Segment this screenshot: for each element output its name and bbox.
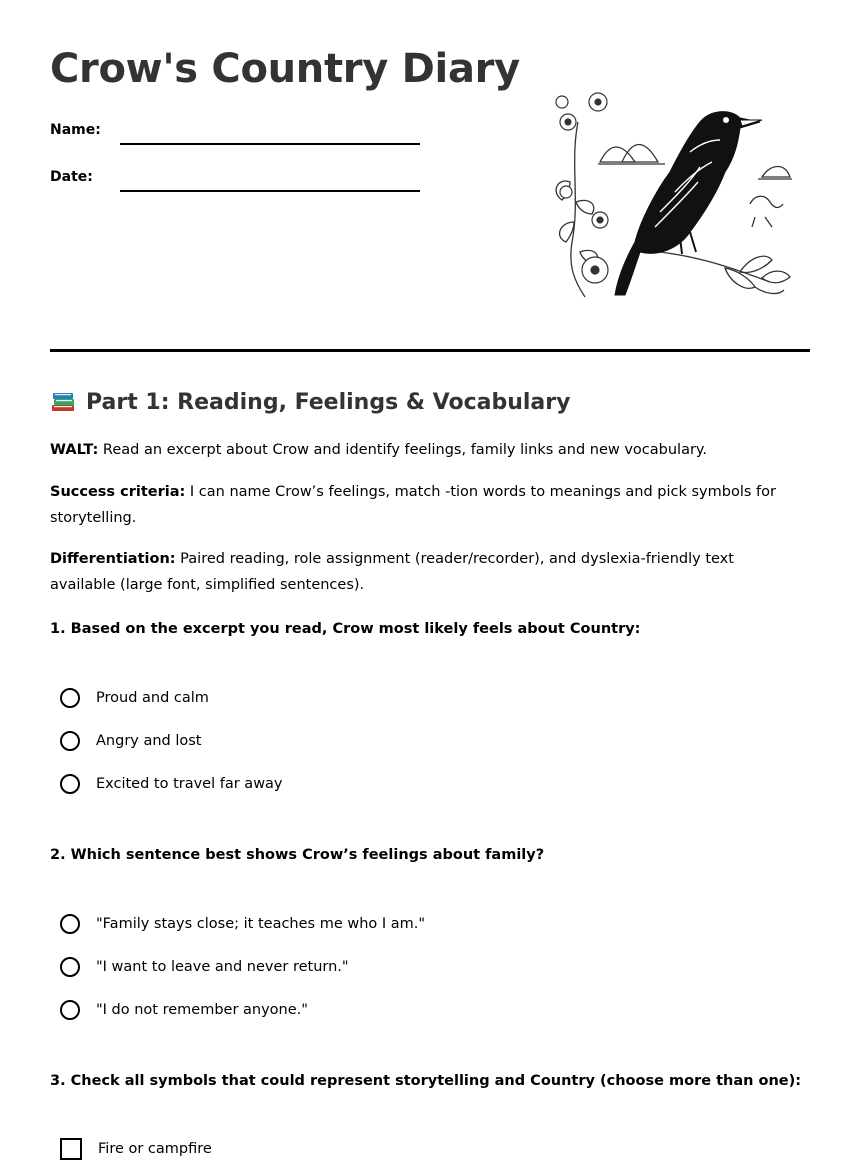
question-3: 3. Check all symbols that could represent storytelling and Country (choose more than one):: [50, 1073, 802, 1089]
option-label: "Family stays close; it teaches me who I am.": [96, 916, 426, 932]
walt-text: Read an excerpt about Crow and identify feelings, family links and new vocabulary.: [98, 442, 708, 458]
books-icon: [50, 389, 76, 415]
checkbox[interactable]: [60, 1138, 82, 1160]
radio-button[interactable]: [60, 914, 80, 934]
section-divider: [50, 349, 810, 352]
walt-paragraph: [50, 437, 790, 463]
q1-option-1[interactable]: [60, 685, 209, 711]
radio-button[interactable]: [60, 774, 80, 794]
walt-label: WALT:: [50, 442, 99, 458]
q2-option-3[interactable]: [60, 997, 308, 1023]
part1-heading-text: Part 1: Reading, Feelings & Vocabulary: [86, 389, 571, 415]
radio-button[interactable]: [60, 731, 80, 751]
option-label: "I want to leave and never return.": [96, 959, 349, 975]
success-criteria-paragraph: [50, 479, 790, 531]
q2-option-2[interactable]: [60, 954, 349, 980]
name-field[interactable]: [120, 143, 420, 145]
radio-button[interactable]: [60, 688, 80, 708]
question-1: 1. Based on the excerpt you read, Crow most likely feels about Country:: [50, 621, 641, 637]
date-label: Date:: [50, 169, 93, 185]
differentiation-paragraph: [50, 546, 790, 598]
success-label: Success criteria:: [50, 484, 186, 500]
name-label: Name:: [50, 122, 101, 138]
radio-button[interactable]: [60, 957, 80, 977]
q1-option-3[interactable]: [60, 771, 283, 797]
option-label: Excited to travel far away: [96, 776, 283, 792]
option-label: Angry and lost: [96, 733, 202, 749]
option-label: Proud and calm: [96, 690, 209, 706]
option-label: Fire or campfire: [98, 1141, 212, 1157]
success-text: I can name Crow’s feelings, match -tion words to meanings and pick symbols for storytelling.: [50, 484, 776, 526]
date-field[interactable]: [120, 190, 420, 192]
q3-option-1[interactable]: [60, 1136, 212, 1162]
crow-illustration: [540, 82, 800, 307]
option-label: "I do not remember anyone.": [96, 1002, 308, 1018]
q2-option-1[interactable]: [60, 911, 425, 937]
page-title: Crow's Country Diary: [50, 46, 520, 92]
radio-button[interactable]: [60, 1000, 80, 1020]
part1-heading: [50, 389, 570, 415]
differentiation-text: Paired reading, role assignment (reader/recorder), and dyslexia-friendly text available (large font, simplified sentences).: [50, 551, 734, 593]
question-2: 2. Which sentence best shows Crow’s feelings about family?: [50, 847, 545, 863]
differentiation-label: Differentiation:: [50, 551, 176, 567]
q1-option-2[interactable]: [60, 728, 202, 754]
